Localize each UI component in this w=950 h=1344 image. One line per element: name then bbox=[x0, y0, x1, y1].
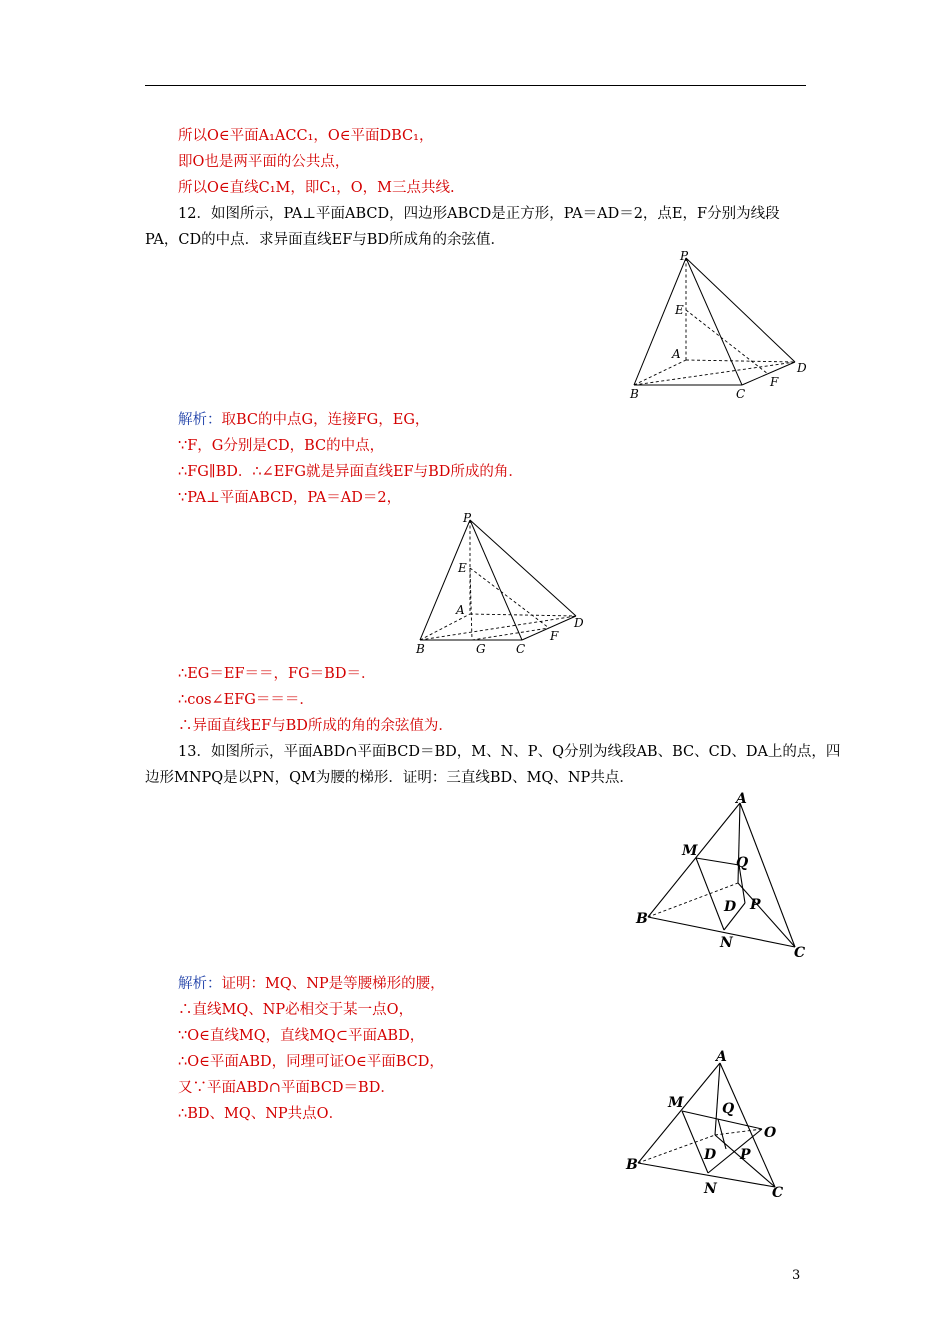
figure-label: M bbox=[682, 843, 698, 859]
figure-label: Q bbox=[722, 1101, 735, 1117]
header-rule bbox=[145, 85, 806, 86]
figure-label: A bbox=[716, 1049, 727, 1065]
figure-label: M bbox=[668, 1095, 684, 1111]
solution-13-line4: ∴O∈平面ABD，同理可证O∈平面BCD， bbox=[178, 1054, 444, 1070]
solution-tag: 解析： bbox=[178, 412, 222, 428]
text-line: 所以O∈直线C₁M，即C₁，O，M三点共线. bbox=[178, 180, 455, 196]
question-12-line2: PA，CD的中点．求异面直线EF与BD所成角的余弦值． bbox=[145, 232, 506, 248]
question-13-line2: 边形MNPQ是以PN，QM为腰的梯形．证明：三直线BD、MQ、NP共点． bbox=[145, 770, 634, 786]
figure-label: D bbox=[704, 1147, 717, 1163]
figure-label: C bbox=[516, 642, 526, 656]
solution-13-line3: ∵O∈直线MQ，直线MQ⊂平面ABD， bbox=[178, 1028, 425, 1044]
figure-label: B bbox=[416, 642, 425, 656]
solution-text: 证明：MQ、NP是等腰梯形的腰， bbox=[221, 976, 445, 992]
figure-label: C bbox=[736, 387, 746, 401]
figure-label: D bbox=[797, 361, 807, 375]
figure-label: D bbox=[574, 616, 584, 630]
figure-label: A bbox=[456, 603, 465, 617]
question-12-line1: 12．如图所示，PA⊥平面ABCD，四边形ABCD是正方形，PA＝AD＝2，点E，F分别为线段 bbox=[178, 206, 780, 222]
figure-label: C bbox=[794, 945, 806, 961]
figure-label: A bbox=[672, 347, 681, 361]
figure-label: C bbox=[772, 1185, 784, 1201]
solution-12-line4: ∵PA⊥平面ABCD，PA＝AD＝2， bbox=[178, 490, 402, 506]
solution-13-line5: 又∵平面ABD∩平面BCD＝BD． bbox=[178, 1080, 395, 1096]
solution-13-line6: ∴BD、MQ、NP共点O． bbox=[178, 1106, 344, 1122]
solution-12-line6: ∴cos∠EFG＝＝＝． bbox=[178, 692, 314, 708]
figure-label: P bbox=[463, 511, 472, 525]
pyramid-figure-q12 bbox=[620, 250, 820, 405]
solution-13-line2: ∴直线MQ、NP必相交于某一点O， bbox=[178, 1002, 414, 1018]
solution-12-line5: ∴EG＝EF＝＝，FG＝BD＝． bbox=[178, 666, 376, 682]
text-line: 所以O∈平面A₁ACC₁，O∈平面DBC₁， bbox=[178, 128, 434, 144]
figure-label: F bbox=[550, 629, 559, 643]
text-line: 即O也是两平面的公共点， bbox=[178, 154, 350, 170]
solution-text: 取BC的中点G，连接FG，EG， bbox=[221, 412, 430, 428]
tetrahedron-figure-q13 bbox=[630, 785, 815, 965]
figure-label: O bbox=[764, 1125, 777, 1141]
figure-label: P bbox=[680, 250, 689, 263]
tetrahedron-figure-s13 bbox=[620, 1045, 800, 1205]
solution-12-line1 bbox=[178, 410, 429, 430]
solution-12-line3: ∴FG∥BD．∴∠EFG就是异面直线EF与BD所成的角． bbox=[178, 464, 523, 480]
figure-label: E bbox=[675, 303, 684, 317]
solution-tag: 解析： bbox=[178, 976, 222, 992]
figure-label: B bbox=[630, 387, 639, 401]
figure-label: N bbox=[704, 1181, 717, 1197]
page-number: 3 bbox=[792, 1268, 801, 1283]
figure-label: B bbox=[636, 911, 648, 927]
solution-13-line1 bbox=[178, 974, 445, 994]
figure-label: F bbox=[770, 375, 779, 389]
figure-label: Q bbox=[736, 855, 749, 871]
figure-label: B bbox=[626, 1157, 638, 1173]
figure-label: A bbox=[736, 791, 747, 807]
figure-label: D bbox=[724, 899, 737, 915]
figure-label: P bbox=[740, 1147, 751, 1163]
solution-12-line7: ∴异面直线EF与BD所成的角的余弦值为． bbox=[178, 718, 453, 734]
solution-12-line2: ∵F，G分别是CD，BC的中点， bbox=[178, 438, 385, 454]
question-13-line1: 13．如图所示，平面ABD∩平面BCD＝BD，M、N、P、Q分别为线段AB、BC、CD、DA上的点，四 bbox=[178, 744, 841, 760]
figure-label: E bbox=[458, 561, 467, 575]
figure-label: P bbox=[750, 897, 761, 913]
figure-label: G bbox=[476, 642, 486, 656]
figure-label: N bbox=[720, 935, 733, 951]
pyramid-figure-s12 bbox=[408, 510, 598, 660]
